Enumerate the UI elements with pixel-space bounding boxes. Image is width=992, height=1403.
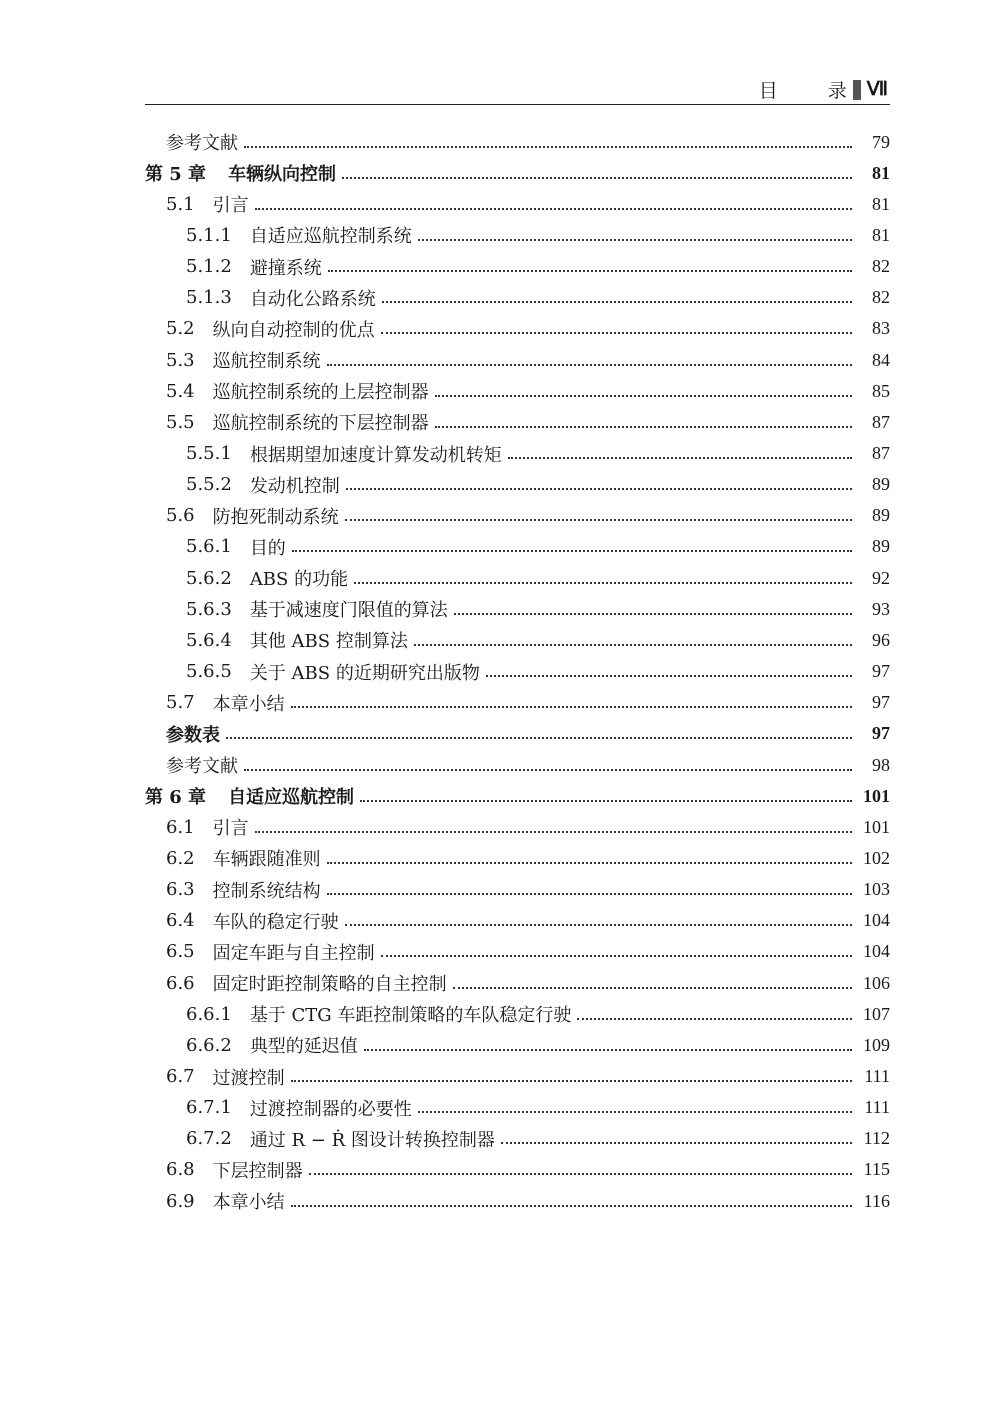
running-header — [145, 74, 890, 105]
toc-entry-title: 本章小结 — [212, 1192, 285, 1214]
toc-entry[interactable] — [166, 844, 890, 872]
toc-entry-number: 5.1.3 — [186, 287, 232, 309]
toc-entry-number: 5.5 — [166, 411, 195, 433]
toc-leader-dots — [226, 736, 852, 739]
toc-entry-page: 98 — [872, 754, 890, 775]
toc-entry-page: 89 — [872, 505, 890, 526]
toc-entry-number: 5.4 — [166, 380, 195, 402]
toc-entry[interactable] — [166, 689, 890, 717]
toc-leader-dots — [435, 394, 852, 397]
toc-entry-number: 5.6.4 — [186, 629, 232, 651]
toc-entry-title: 巡航控制系统的下层控制器 — [212, 413, 429, 435]
toc-entry[interactable] — [166, 346, 890, 374]
toc-entry-number: 5.7 — [166, 692, 195, 714]
toc-entry-title: 避撞系统 — [249, 257, 322, 279]
toc-entry[interactable] — [145, 782, 890, 810]
toc-leader-dots — [309, 1172, 852, 1175]
toc-leader-dots — [291, 705, 852, 708]
toc-entry-page: 104 — [863, 910, 890, 931]
toc-entry[interactable] — [166, 1187, 890, 1215]
toc-entry-page: 97 — [872, 661, 890, 682]
toc-entry-page: 85 — [872, 380, 890, 401]
toc-entry-page: 79 — [872, 131, 890, 152]
toc-entry-number: 5.5.1 — [186, 443, 232, 464]
toc-leader-dots — [327, 861, 852, 864]
toc-entry-title: 纵向自动控制的优点 — [212, 319, 375, 341]
toc-entry-title: 自适应巡航控制系统 — [249, 226, 412, 248]
toc-leader-dots — [501, 1141, 852, 1144]
toc-entry-number: 5.5.2 — [186, 474, 232, 496]
toc-entry-number: 6.1 — [166, 816, 195, 838]
toc-entry-page: 104 — [863, 941, 890, 962]
toc-entry-page: 109 — [863, 1034, 890, 1055]
toc-entry-page: 106 — [863, 972, 890, 993]
toc-leader-dots — [292, 549, 852, 552]
toc-entry[interactable] — [186, 440, 890, 468]
toc-entry[interactable] — [186, 471, 890, 499]
toc-leader-dots — [327, 363, 852, 366]
toc-leader-dots — [244, 145, 852, 148]
toc-entry-number: 5.2 — [166, 318, 195, 340]
toc-entry-number: 6.3 — [166, 879, 195, 901]
toc-entry-page: 87 — [872, 443, 890, 463]
toc-leader-dots — [453, 986, 852, 989]
toc-entry-title: 车辆跟随准则 — [212, 849, 321, 871]
toc-entry-title: 目的 — [249, 537, 286, 559]
toc-entry-title: 巡航控制系统的上层控制器 — [212, 382, 429, 404]
toc-entry-page: 82 — [872, 287, 890, 308]
toc-entry-title: 固定车距与自主控制 — [212, 942, 375, 964]
toc-entry-number: 6.7.1 — [186, 1097, 232, 1119]
toc-entry-title: 巡航控制系统 — [212, 351, 321, 373]
toc-leader-dots — [360, 799, 852, 802]
toc-entry-number: 6.5 — [166, 941, 195, 963]
toc-entry-page: 112 — [863, 1128, 890, 1149]
toc-entry-page: 102 — [863, 847, 890, 868]
toc-leader-dots — [346, 487, 852, 490]
toc-entry-page: 101 — [863, 816, 890, 837]
toc-entry[interactable] — [186, 533, 890, 561]
toc-entry-page: 92 — [872, 567, 890, 588]
toc-entry[interactable] — [166, 751, 890, 779]
header-title — [759, 76, 890, 103]
header-page-number: Ⅶ — [866, 79, 890, 100]
toc-entry-title: 典型的延迟值 — [249, 1036, 358, 1058]
toc-entry-page: 101 — [863, 785, 890, 806]
toc-entry-number: 5.1 — [166, 193, 195, 215]
toc-leader-dots — [486, 674, 852, 677]
toc-entry[interactable] — [186, 1094, 890, 1122]
toc-leader-dots — [291, 1079, 852, 1082]
toc-leader-dots — [328, 269, 852, 272]
toc-entry-number: 5.6.2 — [186, 567, 232, 589]
toc-entry-page: 116 — [863, 1190, 890, 1211]
toc-entry-number: 6.4 — [166, 910, 195, 932]
toc-entry-number: 第 6 章 — [145, 787, 207, 809]
toc-entry-number: 6.6 — [166, 972, 195, 994]
toc-entry[interactable] — [186, 253, 890, 281]
toc-entry-page: 111 — [864, 1097, 890, 1118]
toc-entry-page: 103 — [863, 879, 890, 900]
toc-entry-title: 车队的稳定行驶 — [212, 911, 339, 933]
toc-leader-dots — [364, 1048, 852, 1051]
toc-entry-number: 5.6.3 — [186, 598, 232, 620]
header-title-left: 目 — [758, 80, 780, 102]
toc-entry-page: 81 — [872, 224, 890, 245]
toc-entry-number: 5.6.5 — [186, 661, 232, 683]
toc-entry-page: 89 — [872, 536, 890, 557]
toc-entry[interactable] — [186, 284, 890, 312]
toc-entry-page: 111 — [864, 1066, 890, 1086]
toc-entry-page: 89 — [872, 474, 890, 495]
toc-entry-title: ABS 的功能 — [249, 569, 349, 591]
toc-leader-dots — [454, 612, 852, 615]
toc-entry-title: 自动化公路系统 — [249, 288, 376, 310]
toc-entry-number: 5.6 — [166, 505, 195, 527]
toc-entry-title: 参考文献 — [166, 756, 238, 777]
toc-leader-dots — [255, 830, 852, 833]
toc-entry-title: 过渡控制 — [212, 1067, 285, 1089]
toc-entry-title: 其他 ABS 控制算法 — [249, 631, 408, 653]
toc-entry-page: 81 — [872, 193, 890, 214]
toc-entry-page: 93 — [872, 598, 890, 619]
toc-entry-number: 6.8 — [166, 1159, 195, 1181]
toc-entry-title: 防抱死制动系统 — [212, 506, 339, 528]
toc-entry[interactable] — [186, 626, 890, 654]
toc-leader-dots — [345, 518, 852, 521]
toc-entry[interactable] — [186, 595, 890, 623]
toc-entry-page: 96 — [872, 629, 890, 650]
toc-entry-page: 81 — [872, 162, 890, 183]
toc-leader-dots — [244, 768, 852, 771]
toc-entry-number: 5.1.2 — [186, 256, 232, 278]
toc-entry-title: 参考文献 — [166, 133, 238, 154]
toc-entry-number: 6.6.2 — [186, 1034, 232, 1056]
toc-leader-dots — [381, 954, 852, 957]
toc-entry-title: 下层控制器 — [212, 1160, 303, 1182]
toc-entry[interactable] — [166, 938, 890, 966]
toc-leader-dots — [327, 892, 852, 895]
toc-leader-dots — [291, 1204, 852, 1207]
toc-entry-page: 107 — [863, 1003, 890, 1024]
toc-entry-title: 基于 CTG 车距控制策略的车队稳定行驶 — [249, 1005, 572, 1027]
toc-entry[interactable] — [186, 1031, 890, 1059]
toc-entry[interactable] — [166, 1156, 890, 1184]
toc-entry[interactable] — [186, 1125, 890, 1153]
toc-leader-dots — [381, 331, 852, 334]
toc-entry[interactable] — [166, 1063, 890, 1091]
toc-entry-page: 97 — [872, 723, 890, 744]
toc-entry[interactable] — [145, 159, 890, 187]
header-marker-block — [853, 80, 861, 100]
toc-entry-title: 自适应巡航控制 — [228, 787, 355, 809]
toc-entry-number: 5.1.1 — [186, 224, 232, 246]
toc-leader-dots — [255, 207, 852, 210]
toc-entry[interactable] — [166, 315, 890, 343]
toc-entry[interactable] — [166, 969, 890, 997]
toc-leader-dots — [345, 923, 852, 926]
toc-entry[interactable] — [166, 876, 890, 904]
toc-leader-dots — [382, 300, 852, 303]
toc-entry-title: 引言 — [212, 195, 249, 217]
toc-entry-number: 6.9 — [166, 1190, 195, 1212]
toc-entry-number: 6.6.1 — [186, 1003, 232, 1025]
toc-entry-title: 根据期望加速度计算发动机转矩 — [249, 444, 502, 466]
toc-entry-title: 引言 — [212, 818, 249, 840]
toc-entry[interactable] — [166, 502, 890, 530]
toc-entry-page: 87 — [872, 411, 890, 432]
toc-entry-title: 参数表 — [166, 724, 220, 746]
toc-entry[interactable] — [186, 564, 890, 592]
toc-entry-title: 基于减速度门限值的算法 — [249, 600, 448, 622]
toc-entry-number: 6.7.2 — [186, 1128, 232, 1150]
toc-entry-page: 115 — [863, 1159, 890, 1180]
toc-entry-title: 发动机控制 — [249, 475, 340, 497]
toc-leader-dots — [508, 456, 852, 459]
toc-entry-page: 82 — [872, 256, 890, 277]
toc-leader-dots — [354, 581, 852, 584]
toc-entry-title: 本章小结 — [212, 693, 285, 715]
header-title-right: 录 — [827, 80, 849, 102]
toc-entry-page: 84 — [872, 349, 890, 370]
toc-leader-dots — [577, 1017, 852, 1020]
toc-entry[interactable] — [186, 1000, 890, 1028]
toc-entry[interactable] — [186, 658, 890, 686]
toc-leader-dots — [435, 425, 852, 428]
toc-entry[interactable] — [166, 720, 890, 748]
toc-entry-number: 6.2 — [166, 847, 195, 869]
toc-entry-number: 5.3 — [166, 349, 195, 371]
toc-entry-title: 固定时距控制策略的自主控制 — [212, 974, 447, 996]
toc-leader-dots — [418, 238, 852, 241]
toc-leader-dots — [342, 176, 852, 179]
toc-entry[interactable] — [186, 221, 890, 249]
toc-entry[interactable] — [166, 813, 890, 841]
toc-entry[interactable] — [166, 377, 890, 405]
toc-entry-number: 第 5 章 — [145, 164, 207, 186]
toc-entry[interactable] — [166, 128, 890, 156]
toc-entry-title: 关于 ABS 的近期研究出版物 — [249, 662, 480, 684]
toc-entry-page: 83 — [872, 318, 890, 339]
toc-leader-dots — [418, 1110, 852, 1113]
toc-entry-title: 车辆纵向控制 — [228, 164, 337, 186]
toc-entry-number: 5.6.1 — [186, 536, 232, 558]
toc-entry-title: 过渡控制器的必要性 — [249, 1098, 412, 1120]
toc-entry-page: 97 — [872, 692, 890, 713]
toc-entry-title: 控制系统结构 — [212, 880, 321, 902]
toc-entry-number: 6.7 — [166, 1066, 195, 1087]
toc-leader-dots — [414, 643, 852, 646]
toc-entry[interactable] — [166, 907, 890, 935]
toc-entry[interactable] — [166, 190, 890, 218]
toc-entry[interactable] — [166, 408, 890, 436]
toc-entry-title: 通过 R − Ṙ 图设计转换控制器 — [249, 1129, 495, 1151]
